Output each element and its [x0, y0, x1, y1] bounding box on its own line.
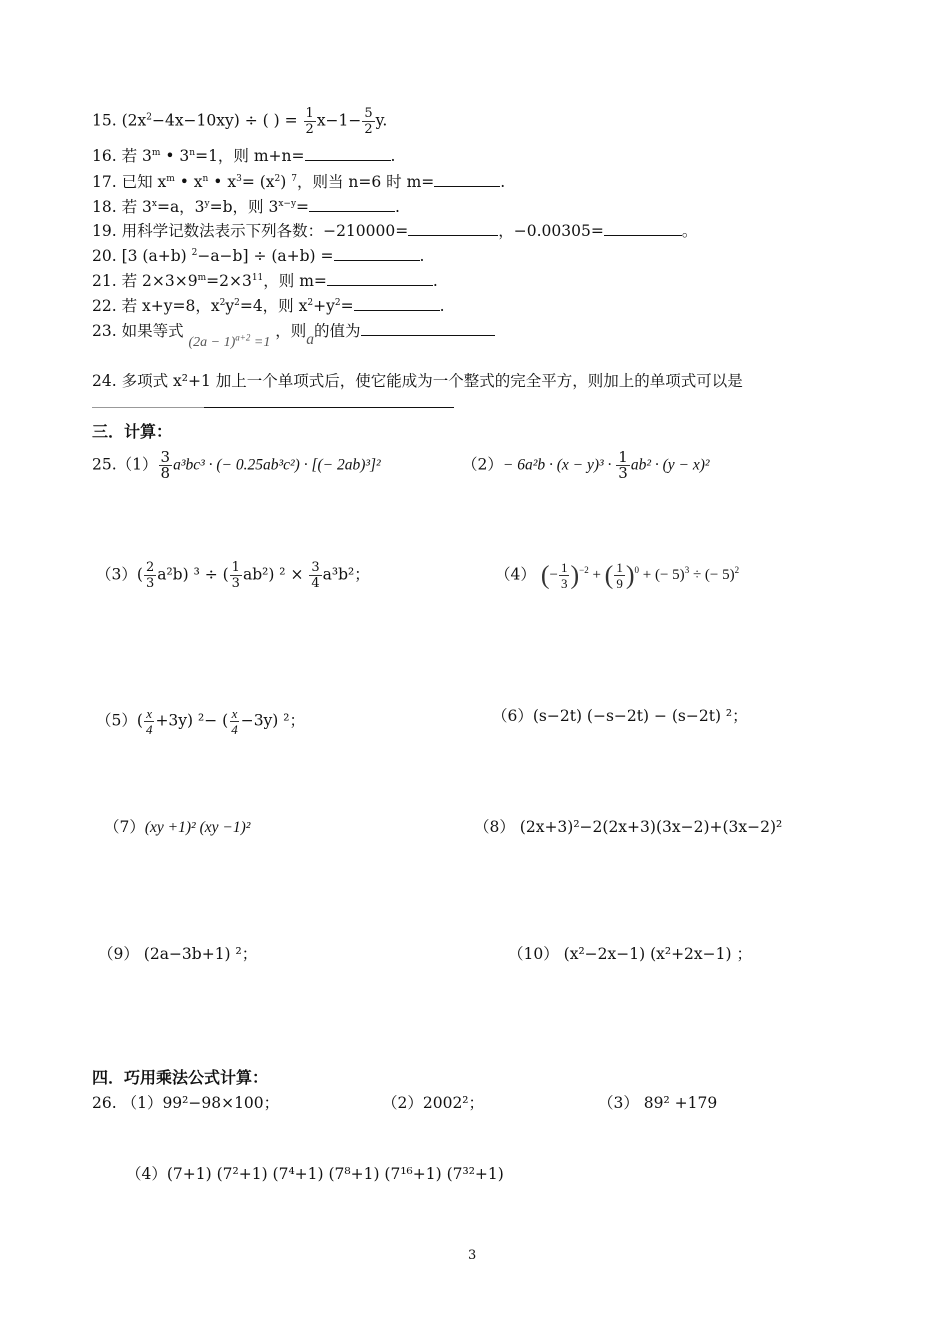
q22-text-d: +y: [313, 297, 335, 315]
q15-text-d: y.: [375, 111, 388, 130]
q18-text-e: .: [395, 198, 400, 216]
q25-4-label: （4）: [495, 565, 536, 584]
question-25-1: [92, 450, 381, 481]
q23-text-g: 的值为: [314, 322, 361, 340]
q22-text-e: =: [340, 297, 354, 315]
fraction-three-eighths: $\frac{3}{8}$: [160, 448, 171, 482]
q22-text-c: =4，则 x: [239, 297, 308, 315]
q17-text-d: = (x: [241, 173, 275, 191]
answer-blank[interactable]: [305, 146, 391, 161]
q22-text-f: .: [439, 297, 445, 315]
question-22: 22. 若 x+y=8，$x^2y^2=4$，则 $x^2+y^2=$ .: [92, 297, 445, 315]
answer-blank[interactable]: [309, 197, 395, 212]
question-26-1: 26. （1）99²−98×100；: [92, 1094, 280, 1112]
question-18: 18. 若 $3^x=a$，$3^y=b$，则 $3^{x-y}=$ .: [92, 198, 400, 216]
answer-blank-24[interactable]: [92, 393, 454, 413]
answer-blank[interactable]: [334, 246, 420, 261]
q19-text-b: ，−0.00305=: [498, 222, 604, 240]
section-3-heading: 三．计算：: [92, 422, 173, 441]
question-21: 21. 若 $2\times 3\times 9^m=2\times 3^{11}$，则 m= .: [92, 272, 438, 290]
q23-equals: =1: [253, 335, 271, 350]
answer-blank[interactable]: [408, 221, 498, 236]
q18-text-c: =b，则 3: [209, 198, 279, 216]
page-number: 3: [468, 1248, 477, 1263]
q22-text-b: y: [225, 297, 235, 315]
q16-text-c: =1，则 m+n=: [195, 147, 305, 165]
q20-text-b: −a−b] ÷ (a+b) =: [197, 247, 334, 265]
q25-2-label: （2）: [462, 455, 503, 474]
q25-7-expr: (xy +1)² (xy −1)²: [144, 819, 251, 836]
q23-exponent: a+2: [235, 332, 251, 343]
q25-1-expr: a³bc³ · (− 0.25ab³c²) · [(− 2ab)³]²: [173, 456, 381, 474]
q16-text-d: .: [390, 147, 396, 165]
q15-sup: 2: [146, 112, 152, 123]
fraction-x-over-4: $\frac{x}{4}$: [231, 706, 238, 737]
question-15: [92, 106, 387, 137]
question-24: 24. 多项式 x²+1 加上一个单项式后，使它能成为一个整式的完全平方，则加上的单项式可以是: [92, 372, 743, 390]
q25-3-label: （3）: [96, 565, 137, 584]
question-20: 20. [3 (a+b) $^2$−a−b] ÷ (a+b) = .: [92, 247, 425, 265]
q22-text-a: 22. 若 x+y=8，x: [92, 297, 220, 315]
question-25-10: （10） (x²−2x−1) (x²+2x−1) ；: [508, 945, 752, 963]
question-25-8: （8） (2x+3)²−2(2x+3)(3x−2)+(3x−2)²: [474, 818, 783, 836]
answer-blank[interactable]: [327, 271, 433, 286]
q18-text-a: 18. 若 3: [92, 198, 152, 216]
q21-text-b: =2×3: [206, 272, 252, 290]
q17-text-f: ，则当 n=6 时 m=: [296, 173, 435, 191]
q23-text-e: ，则: [275, 322, 307, 340]
q15-text-a: 15. (2x: [92, 111, 147, 130]
question-16: 16. 若 3$^m$ • $3^n=1$，则 m+n= .: [92, 147, 396, 165]
question-26-3: （3） 89² +179: [598, 1094, 718, 1112]
q25-3-a: (: [136, 565, 143, 584]
q23-text-a: 23. 如果等式: [92, 322, 184, 340]
q25-5-label: （5）: [96, 711, 137, 730]
answer-blank[interactable]: [361, 321, 495, 336]
q15-text-c: x−1−: [316, 111, 362, 130]
q25-5-c: −3y) ²；: [240, 711, 305, 730]
q20-text-c: .: [419, 247, 425, 265]
question-25-5: [96, 706, 305, 737]
answer-blank[interactable]: [354, 296, 440, 311]
question-25-6: （6）(s−2t) (−s−2t) − (s−2t) ²；: [492, 707, 748, 725]
q17-text-c: • x: [208, 173, 237, 191]
question-25-7: [104, 817, 250, 838]
fraction-three-quarters: $\frac{3}{4}$: [311, 560, 320, 591]
question-25-3: [96, 560, 370, 591]
q25-3-c: ab²) ² ×: [242, 565, 309, 584]
q25-3-b: a²b) ³ ÷ (: [157, 565, 229, 584]
answer-blank[interactable]: [604, 221, 682, 236]
q17-text-b: • x: [174, 173, 203, 191]
q25-3-d: a³b²；: [322, 565, 370, 584]
q15-text-b: −4x−10xy) ÷ ( ) =: [151, 111, 303, 130]
q23-equation: [188, 332, 271, 350]
fraction-two-thirds: $\frac{2}{3}$: [145, 560, 155, 591]
q19-text-c: 。: [681, 222, 698, 240]
section-4-heading: 四．巧用乘法公式计算：: [92, 1068, 269, 1087]
q23-base: (2a − 1): [188, 335, 236, 350]
fraction-one-third: $\frac{1}{3}$: [618, 448, 628, 482]
question-25-2: [462, 450, 710, 481]
q25-5-b: +3y) ²− (: [155, 711, 229, 730]
question-17: 17. 已知 $x^m$ • $x^n$ • $x^3= (x^2)$ $^7$，则当 n=6 时 m= .: [92, 173, 506, 191]
q17-text-g: .: [500, 173, 506, 191]
question-19: [92, 221, 697, 241]
q19-text-a: 19. 用科学记数法表示下列各数：−210000=: [92, 222, 409, 240]
question-26-2: （2）2002²；: [382, 1094, 485, 1112]
question-25-9: （9） (2a−3b+1) ²；: [98, 945, 258, 963]
q18-text-b: =a，3: [156, 198, 205, 216]
question-23: [92, 321, 495, 350]
q17-text-e: ): [280, 173, 292, 191]
q16-text-b: • 3: [160, 147, 190, 165]
q17-text-a: 17. 已知 x: [92, 173, 167, 191]
q21-text-a: 21. 若 2×3×9: [92, 272, 198, 290]
fraction-half: $\frac{1}{2}$: [305, 106, 314, 137]
q25-7-label: （7）: [104, 818, 145, 836]
q25-4-expr: (− $\frac{1}{3}$ )$^{-2}$ + ( $\frac{1}{9}$ )$^0$ + (− 5)$^3$ ÷ (− 5)$^2$: [540, 560, 740, 591]
question-25-4: [495, 560, 739, 591]
question-26-4: （4）(7+1) (7²+1) (7⁴+1) (7⁸+1) (7¹⁶+1) (7³²+1): [126, 1165, 504, 1183]
fraction-five-half: $\frac{5}{2}$: [364, 106, 373, 137]
answer-blank[interactable]: [434, 172, 500, 187]
q21-text-d: .: [432, 272, 438, 290]
q16-text-a: 16. 若 3: [92, 147, 152, 165]
fraction-one-third: $\frac{1}{3}$: [231, 560, 240, 591]
q23-variable: a: [306, 331, 315, 348]
q25-5-a: (: [136, 711, 143, 730]
q25-2-tail: ab² · (y − x)²: [630, 456, 710, 474]
q25-2-expr: − 6a²b · (x − y)³ ·: [502, 456, 616, 474]
q18-text-d: =: [296, 198, 310, 216]
q21-text-c: ，则 m=: [263, 272, 327, 290]
q20-text-a: 20. [3 (a+b): [92, 247, 192, 265]
fraction-x-over-4: $\frac{x}{4}$: [145, 706, 153, 737]
q25-1-label: 25.（1）: [92, 455, 158, 474]
